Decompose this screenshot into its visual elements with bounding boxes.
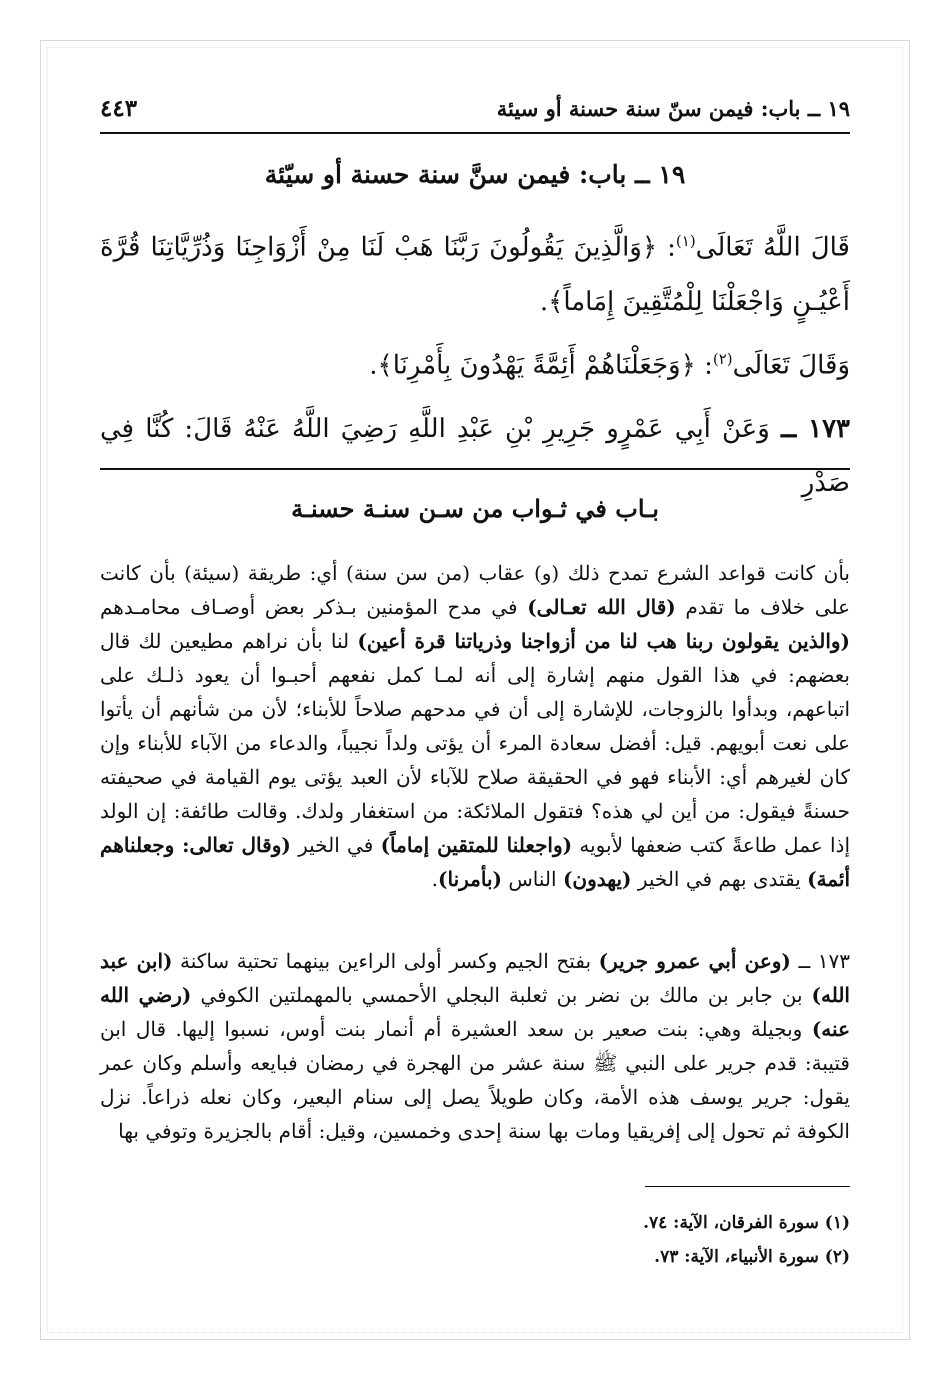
- commentary-text: ١٧٣ ــ: [790, 949, 850, 973]
- verse-2-text: : ﴿وَجَعَلْنَاهُمْ أَئِمَّةً يَهْدُونَ بِأَمْرِنَا﴾.: [369, 350, 713, 381]
- footnote-1: (١) سورة الفرقان، الآية: ٧٤.: [643, 1213, 850, 1233]
- commentary-paragraph-2: [100, 944, 850, 1148]
- commentary-text: الناس: [502, 867, 563, 891]
- commentary-text: بأن كانت قواعد الشرع تمدح ذلك (و) عقاب (من سن سنة) أي: طريقة (سيئة) بأن كانت على خلاف ما تقدم: [100, 561, 850, 619]
- commentary-text: وبجيلة وهي: بنت صعير بن سعد العشيرة أم أنمار بنت أوس، نسبوا إليها. قال ابن قتيبة: قدم جرير على النبي ﷺ سنة عشر من الهجرة في رمضان فبايعه وأسلم وكان عمر يقول: جرير يوسف هذه الأمة، وكان طويلاً يصل إلى سنام البعير، وكان نعله ذراعاً. نزل الكوفة ثم تحول إلى إفريقيا ومات بها سنة إحدى وخمسين، وقيل: أقام بالجزيرة وتوفي بها: [100, 1017, 850, 1143]
- commentary-text: بفتح الجيم وكسر أولى الراءين بينهما تحتية ساكنة: [172, 949, 599, 973]
- chapter-title: ١٩ ــ باب: فيمن سنَّ سنة حسنة أو سيّئة: [264, 160, 686, 189]
- commentary-bold: (ابن عبد الله): [100, 949, 850, 1007]
- verse-paragraph-2: [100, 332, 850, 393]
- commentary-text: يقتدى بهم في الخير: [631, 867, 808, 891]
- section-rule: [100, 468, 850, 470]
- running-title: ١٩ ــ باب: فيمن سنّ سنة حسنة أو سيئة: [496, 95, 850, 121]
- commentary-bold: (واجعلنا للمتقين إماماً): [380, 833, 573, 857]
- commentary-bold: (قال الله تعـالى): [527, 595, 676, 619]
- commentary-bold: (وقال تعالى: وجعلناهم أئمة): [100, 833, 850, 891]
- commentary-bold: (رضي الله عنه): [100, 983, 850, 1041]
- header-rule: [100, 132, 850, 134]
- commentary-bold: (يهدون): [562, 867, 632, 891]
- footnote-rule: [645, 1186, 850, 1187]
- commentary-title: بـاب في ثـواب من سـن سنـة حسنـة: [291, 494, 659, 523]
- commentary-text: في مدح المؤمنين بـذكر بعض أوصـاف محامـدهم: [100, 595, 528, 619]
- footnote-ref-2: (٢): [712, 350, 733, 368]
- footnotes: [100, 1206, 850, 1274]
- verse-1-lead: قَالَ اللَّهُ تَعَالَى: [695, 232, 850, 263]
- verse-2-lead: وَقَالَ تَعَالَى: [732, 350, 850, 381]
- running-header: [100, 88, 850, 128]
- verse-paragraph-1: [100, 214, 850, 329]
- commentary-text: بن جابر بن مالك بن نضر بن ثعلبة البجلي الأحمسي بالمهملتين الكوفي: [191, 983, 812, 1007]
- hadith-text: وَعَنْ أَبِي عَمْرٍو جَرِيرِ بْنِ عَبْدِ اللَّهِ رَضِيَ اللَّهُ عَنْهُ قَالَ: كُنَّا فِي صَدْرِ: [100, 414, 850, 498]
- commentary-bold: (وعن أبي عمرو جرير): [598, 949, 791, 973]
- commentary-bold: (بأمرنا): [438, 867, 503, 891]
- commentary-text: لنا بأن نراهم مطيعين لك قال بعضهم: في هذا القول منهم إشارة إلى أنه لمـا كمل نفعهم أحبـوا أن يعود ذلـك على اتباعهم، وبدأوا بالزوجات، للإشارة إلى أن في مدحهم صلاحاً للأبناء؛ لأن من شأنهم أن يأتوا على نعت أبويهم. قيل: أفضل سعادة المرء أن يؤتى ولداً نجيباً، والدعاء من الآباء للأبناء وإن كان لغيرهم أي: الأبناء فهو في الحقيقة صلاح للآباء لأن العبد يؤتى يوم القيامة في صحيفته حسنةً فيقول: من أين لي هذه؟ فتقول الملائكة: من استغفار ولدك. وقالت طائفة: إن الولد إذا عمل طاعةً كتب ضعفها لأبويه: [100, 629, 851, 857]
- commentary-paragraph-1: [100, 556, 850, 896]
- hadith-number: ١٧٣ ــ: [780, 414, 851, 444]
- footnote-2: (٢) سورة الأنبياء، الآية: ٧٣.: [654, 1247, 850, 1267]
- footnote-ref-1: (١): [675, 232, 696, 250]
- commentary-bold: (والذين يقولون ربنا هب لنا من أزواجنا وذرياتنا قرة أعين): [357, 629, 850, 653]
- page-number: ٤٤٣: [100, 94, 138, 122]
- commentary-text: في الخير: [290, 833, 381, 857]
- commentary-text: .: [431, 867, 439, 891]
- verse-1-text: : ﴿وَالَّذِينَ يَقُولُونَ رَبَّنَا هَبْ لَنَا مِنْ أَزْوَاجِنَا وَذُرِّيَّاتِنَا قُرَّةَ أَعْيُـنٍ وَاجْعَلْنَا لِلْمُتَّقِينَ إِمَاماً﴾.: [100, 232, 850, 317]
